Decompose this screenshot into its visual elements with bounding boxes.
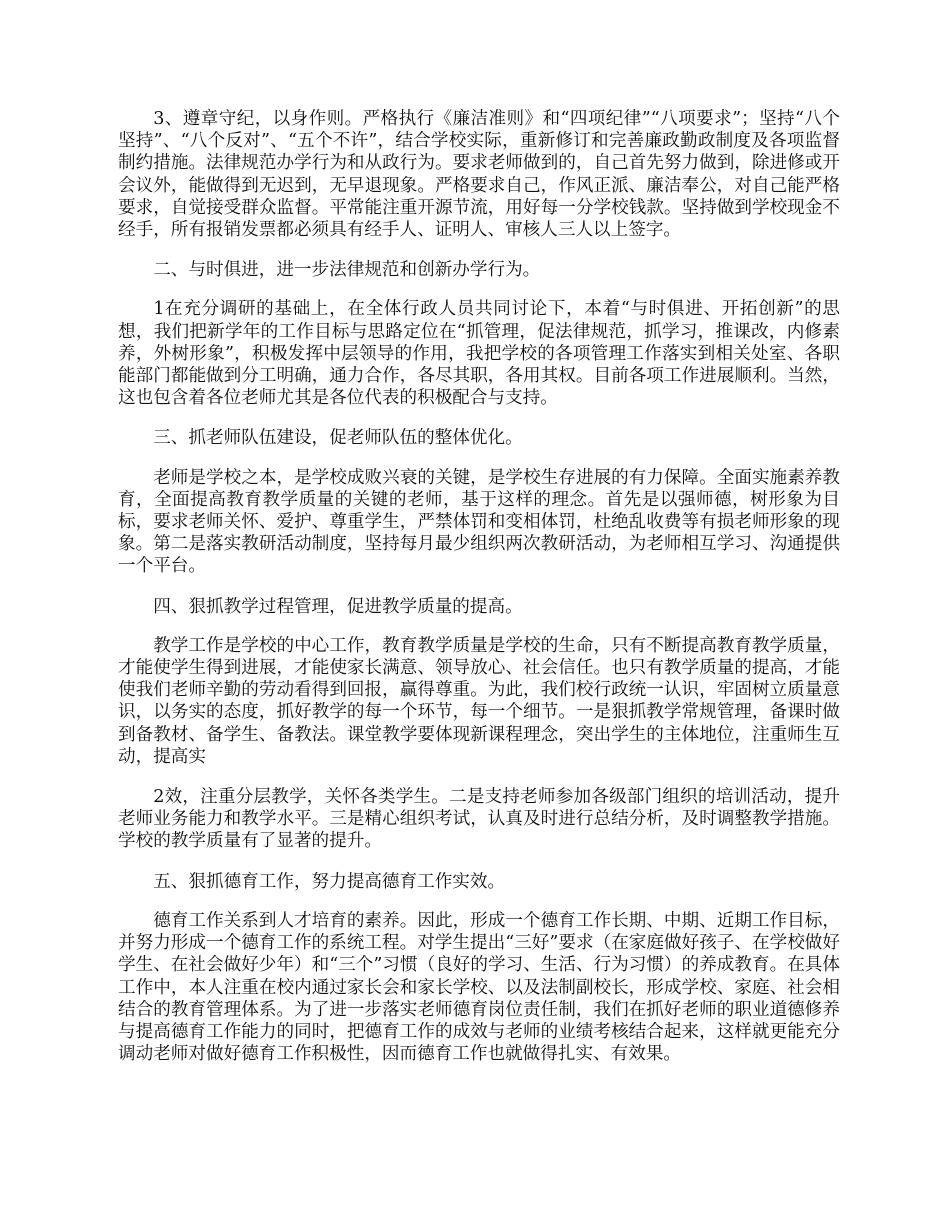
paragraph-teaching-continued: 2效，注重分层教学，关怀各类学生。二是支持老师参加各级部门组织的培训活动，提升老师业务能力和教学水平。三是精心组织考试，认真及时进行总结分析，及时调整教学措施。学校的教学质量有了显著的提升。: [118, 787, 840, 852]
paragraph-teachers: 老师是学校之本，是学校成败兴衰的关键，是学校生存进展的有力保障。全面实施素养教育，全面提高教育教学质量的关键的老师，基于这样的理念。首先是以强师德，树形象为目标，要求老师关怀、爱护、尊重学生，严禁体罚和变相体罚，杜绝乱收费等有损老师形象的现象。第二是落实教研活动制度，坚持每月最少组织两次教研活动，为老师相互学习、沟通提供一个平台。: [118, 467, 840, 577]
section-heading-2: 二、与时俱进，进一步法律规范和创新办学行为。: [153, 260, 541, 281]
paragraph-discipline: 3、遵章守纪，以身作则。严格执行《廉洁准则》和“四项纪律”“八项要求”；坚持“八个坚持”、“八个反对”、“五个不许”，结合学校实际，重新修订和完善廉政勤政制度及各项监督制约措施。法律规范办学行为和从政行为。要求老师做到的，自己首先努力做到，除进修或开会议外，能做得到无迟到，无早退现象。严格要求自己，作风正派、廉洁奉公，对自己能严格要求，自觉接受群众监督。平常能注重开源节流，用好每一分学校钱款。坚持做到学校现金不经手，所有报销发票都必须具有经手人、证明人、审核人三人以上签字。: [118, 109, 840, 241]
paragraph-moral-education: 德育工作关系到人才培育的素养。因此，形成一个德育工作长期、中期、近期工作目标，并努力形成一个德育工作的系统工程。对学生提出“三好”要求（在家庭做好孩子、在学校做好学生、在社会做好少年）和“三个”习惯（良好的学习、生活、行为习惯）的养成教育。在具体工作中，本人注重在校内通过家长会和家长学校、以及法制副校长，形成学校、家庭、社会相结合的教育管理体系。为了进一步落实老师德育岗位责任制，我们在抓好老师的职业道德修养与提高德育工作能力的同时，把德育工作的成效与老师的业绩考核结合起来，这样就更能充分调动老师对做好德育工作积极性，因而德育工作也就做得扎实、有效果。: [118, 910, 840, 1065]
section-heading-4: 四、狠抓教学过程管理，促进教学质量的提高。: [153, 596, 523, 617]
document-page: [118, 108, 840, 1083]
paragraph-teaching: 教学工作是学校的中心工作，教育教学质量是学校的生命，只有不断提高教育教学质量，才能使学生得到进展，才能使家长满意、领导放心、社会信任。也只有教学质量的提高，才能使我们老师辛勤的劳动看得到回报，赢得尊重。为此，我们校行政统一认识，牢固树立质量意识，以务实的态度，抓好教学的每一个环节，每一个细节。一是狠抓教学常规管理，备课时做到备教材、备学生、备教法。课堂教学要体现新课程理念，突出学生的主体地位，注重师生互动，提高实: [118, 635, 840, 767]
section-heading-5: 五、狠抓德育工作，努力提高德育工作实效。: [153, 871, 506, 892]
paragraph-management: 1在充分调研的基础上，在全体行政人员共同讨论下，本着“与时俱进、开拓创新”的思想，我们把新学年的工作目标与思路定位在“抓管理，促法律规范，抓学习，推课改，内修素养，外树形象”，积极发挥中层领导的作用，我把学校的各项管理工作落实到相关处室、各职能部门都能做到分工明确，通力合作，各尽其职，各用其权。目前各项工作进展顺利。当然，这也包含着各位老师尤其是各位代表的积极配合与支持。: [118, 299, 840, 409]
section-heading-3: 三、抓老师队伍建设，促老师队伍的整体优化。: [153, 428, 523, 449]
